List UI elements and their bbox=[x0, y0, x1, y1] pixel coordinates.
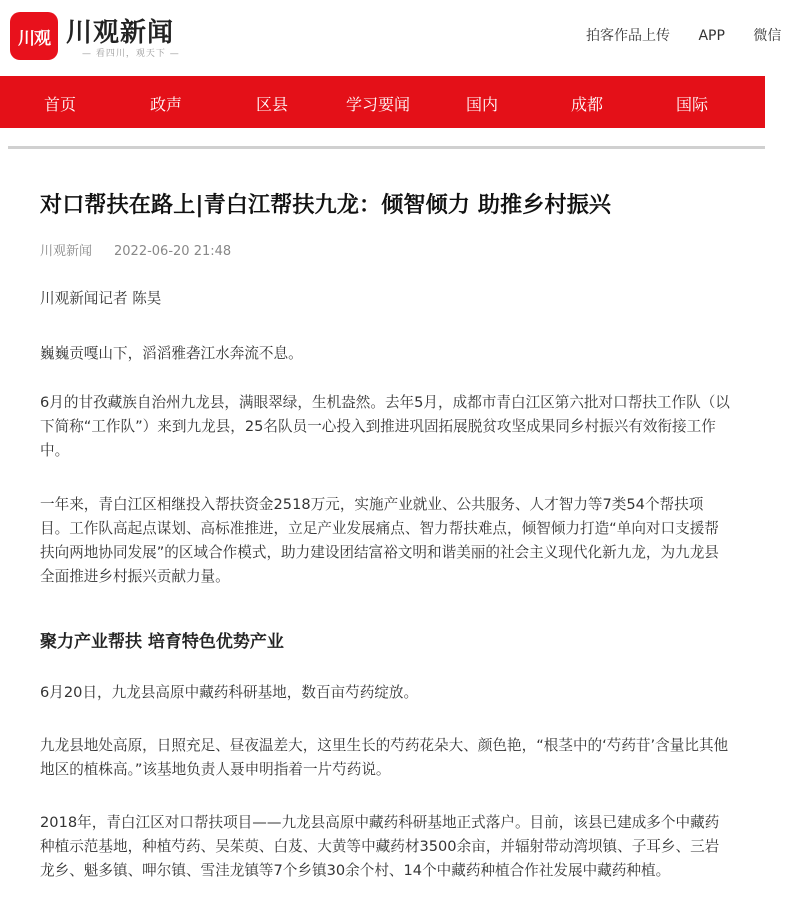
paragraph-byline: 川观新闻记者 陈昊 bbox=[40, 290, 162, 307]
nav-item-counties[interactable]: 区县 bbox=[256, 95, 289, 114]
paragraph-1: 巍巍贡嘎山下，滔滔雅砻江水奔流不息。 bbox=[40, 345, 303, 362]
main-nav bbox=[0, 76, 765, 128]
upload-link[interactable]: 拍客作品上传 bbox=[586, 28, 670, 44]
section-heading: 聚力产业帮扶 培育特色优势产业 bbox=[40, 632, 284, 652]
top-links bbox=[586, 25, 805, 45]
article-title: 对口帮扶在路上|青白江帮扶九龙：倾智倾力 助推乡村振兴 bbox=[40, 193, 612, 218]
nav-item-international[interactable]: 国际 bbox=[676, 95, 709, 114]
paragraph-2: 6月的甘孜藏族自治州九龙县，满眼翠绿，生机盎然。去年5月，成都市青白江区第六批对口帮扶工作队（以下简称“工作队”）来到九龙县，25名队员一心投入到推进巩固拓展脱贫攻坚成果同乡村振兴有效衔接工作中。 bbox=[40, 394, 730, 459]
article-date: 2022-06-20 21:48 bbox=[114, 244, 232, 259]
paragraph-4: 6月20日，九龙县高原中藏药科研基地，数百亩芍药绽放。 bbox=[40, 684, 419, 701]
nav-item-chengdu[interactable]: 成都 bbox=[571, 95, 604, 114]
brand-slogan: — 看四川，观天下 — bbox=[82, 49, 180, 59]
wechat-link[interactable]: 微信 bbox=[753, 28, 782, 44]
brand-name[interactable]: 川观新闻 bbox=[66, 18, 175, 48]
app-link[interactable]: APP bbox=[698, 28, 725, 44]
nav-item-domestic[interactable]: 国内 bbox=[466, 95, 499, 114]
article-meta bbox=[40, 240, 231, 259]
nav-item-home[interactable]: 首页 bbox=[44, 95, 77, 114]
logo-text: 川观 bbox=[18, 28, 50, 49]
site-header bbox=[0, 0, 782, 76]
site-logo[interactable] bbox=[10, 12, 58, 60]
nav-item-politics[interactable]: 政声 bbox=[150, 95, 183, 114]
paragraph-6: 2018年，青白江区对口帮扶项目——九龙县高原中藏药科研基地正式落户。目前，该县已建成多个中藏药种植示范基地，种植芍药、吴茱萸、白芨、大黄等中藏药材3500余亩，并辐射带动湾坝镇、子耳乡、三岩龙乡、魁多镇、呷尔镇、雪洼龙镇等7个乡镇30余个村、14个中藏药种植合作社发展中藏药种植。 bbox=[40, 814, 720, 879]
nav-item-study-news[interactable]: 学习要闻 bbox=[346, 95, 411, 114]
article-source[interactable]: 川观新闻 bbox=[40, 244, 93, 259]
paragraph-5: 九龙县地处高原，日照充足、昼夜温差大，这里生长的芍药花朵大、颜色艳，“根茎中的‘芍药苷’含量比其他地区的植株高。”该基地负责人聂申明指着一片芍药说。 bbox=[40, 737, 729, 778]
paragraph-3: 一年来，青白江区相继投入帮扶资金2518万元，实施产业就业、公共服务、人才智力等7类54个帮扶项目。工作队高起点谋划、高标准推进，立足产业发展痛点、智力帮扶难点，倾智倾力打造“单向对口支援帮扶向两地协同发展”的区域合作模式，助力建设团结富裕文明和谐美丽的社会主义现代化新九龙，为九龙县全面推进乡村振兴贡献力量。 bbox=[40, 496, 719, 585]
article-panel bbox=[8, 146, 765, 911]
